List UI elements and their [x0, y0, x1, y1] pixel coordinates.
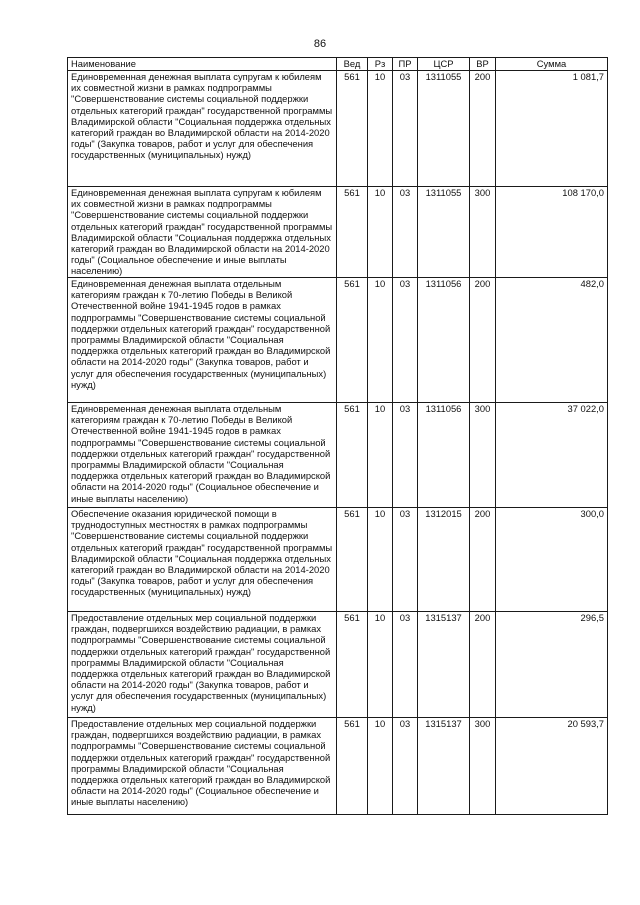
cell-rz: 10: [368, 278, 393, 403]
header-vr: ВР: [470, 58, 496, 71]
cell-sum: 37 022,0: [496, 403, 608, 508]
table-row: [68, 508, 608, 612]
cell-sum: 300,0: [496, 508, 608, 612]
cell-name: Единовременная денежная выплата отдельным категориям граждан к 70-летию Победы в Великой Отечественной войне 1941-1945 годов в рамках подпрограммы "Совершенствование системы социальной поддержки отдельных категорий граждан" государственной программы Владимирской области "Социальная поддержка отдельных категорий граждан во Владимирской области на 2014-2020 годы" (Закупка товаров, работ и услуг для обеспечения государственных (муниципальных) нужд): [68, 278, 337, 403]
cell-ved: 561: [337, 71, 368, 187]
cell-pr: 03: [393, 278, 418, 403]
cell-sum: 296,5: [496, 612, 608, 718]
cell-pr: 03: [393, 187, 418, 278]
table-row: [68, 718, 608, 815]
table-row: [68, 187, 608, 278]
cell-name: Предоставление отдельных мер социальной поддержки граждан, подвергшихся воздействию радиации, в рамках подпрограммы "Совершенствование системы социальной поддержки отдельных категорий граждан" государственной программы Владимирской области "Социальная поддержка отдельных категорий граждан во Владимирской области на 2014-2020 годы" (Социальное обеспечение и иные выплаты населению): [68, 718, 337, 815]
cell-rz: 10: [368, 612, 393, 718]
cell-rz: 10: [368, 718, 393, 815]
cell-sum: 1 081,7: [496, 71, 608, 187]
cell-rz: 10: [368, 508, 393, 612]
cell-name: Предоставление отдельных мер социальной поддержки граждан, подвергшихся воздействию радиации, в рамках подпрограммы "Совершенствование системы социальной поддержки отдельных категорий граждан" государственной программы Владимирской области "Социальная поддержка отдельных категорий граждан во Владимирской области на 2014-2020 годы" (Закупка товаров, работ и услуг для обеспечения государственных (муниципальных) нужд): [68, 612, 337, 718]
table-row: [68, 278, 608, 403]
cell-ved: 561: [337, 718, 368, 815]
table-row: [68, 612, 608, 718]
cell-csr: 1312015: [418, 508, 470, 612]
cell-name: Единовременная денежная выплата супругам к юбилеям их совместной жизни в рамках подпрограммы "Совершенствование системы социальной поддержки отдельных категорий граждан" государственной программы Владимирской области "Социальная поддержка отдельных категорий граждан во Владимирской области на 2014-2020 годы" (Социальное обеспечение и иные выплаты населению): [68, 187, 337, 278]
cell-csr: 1315137: [418, 612, 470, 718]
cell-pr: 03: [393, 718, 418, 815]
header-rz: Рз: [368, 58, 393, 71]
cell-sum: 108 170,0: [496, 187, 608, 278]
header-name: Наименование: [68, 58, 337, 71]
cell-name: Обеспечение оказания юридической помощи в труднодоступных местностях в рамках подпрограммы "Совершенствование системы социальной поддержки отдельных категорий граждан" государственной программы Владимирской области "Социальная поддержка отдельных категорий граждан во Владимирской области на 2014-2020 годы" (Закупка товаров, работ и услуг для обеспечения государственных (муниципальных) нужд): [68, 508, 337, 612]
cell-pr: 03: [393, 612, 418, 718]
cell-pr: 03: [393, 71, 418, 187]
cell-rz: 10: [368, 71, 393, 187]
table-row: [68, 403, 608, 508]
cell-ved: 561: [337, 508, 368, 612]
cell-vr: 200: [470, 278, 496, 403]
header-sum: Сумма: [496, 58, 608, 71]
cell-rz: 10: [368, 187, 393, 278]
cell-pr: 03: [393, 403, 418, 508]
cell-ved: 561: [337, 612, 368, 718]
cell-csr: 1311055: [418, 187, 470, 278]
cell-vr: 200: [470, 71, 496, 187]
cell-ved: 561: [337, 403, 368, 508]
cell-vr: 300: [470, 718, 496, 815]
header-ved: Вед: [337, 58, 368, 71]
cell-vr: 300: [470, 403, 496, 508]
cell-ved: 561: [337, 278, 368, 403]
cell-pr: 03: [393, 508, 418, 612]
cell-csr: 1311056: [418, 403, 470, 508]
cell-rz: 10: [368, 403, 393, 508]
budget-table: [67, 57, 608, 815]
cell-sum: 482,0: [496, 278, 608, 403]
cell-csr: 1311055: [418, 71, 470, 187]
table-header-row: [68, 58, 608, 71]
cell-csr: 1315137: [418, 718, 470, 815]
cell-sum: 20 593,7: [496, 718, 608, 815]
header-csr: ЦСР: [418, 58, 470, 71]
cell-vr: 200: [470, 508, 496, 612]
page-number: 86: [313, 38, 327, 50]
cell-ved: 561: [337, 187, 368, 278]
cell-vr: 300: [470, 187, 496, 278]
header-pr: ПР: [393, 58, 418, 71]
table-row: [68, 71, 608, 187]
cell-csr: 1311056: [418, 278, 470, 403]
cell-vr: 200: [470, 612, 496, 718]
cell-name: Единовременная денежная выплата отдельным категориям граждан к 70-летию Победы в Великой Отечественной войне 1941-1945 годов в рамках подпрограммы "Совершенствование системы социальной поддержки отдельных категорий граждан" государственной программы Владимирской области "Социальная поддержка отдельных категорий граждан во Владимирской области на 2014-2020 годы" (Социальное обеспечение и иные выплаты населению): [68, 403, 337, 508]
cell-name: Единовременная денежная выплата супругам к юбилеям их совместной жизни в рамках подпрограммы "Совершенствование системы социальной поддержки отдельных категорий граждан" государственной программы Владимирской области "Социальная поддержка отдельных категорий граждан во Владимирской области на 2014-2020 годы" (Закупка товаров, работ и услуг для обеспечения государственных (муниципальных) нужд): [68, 71, 337, 187]
